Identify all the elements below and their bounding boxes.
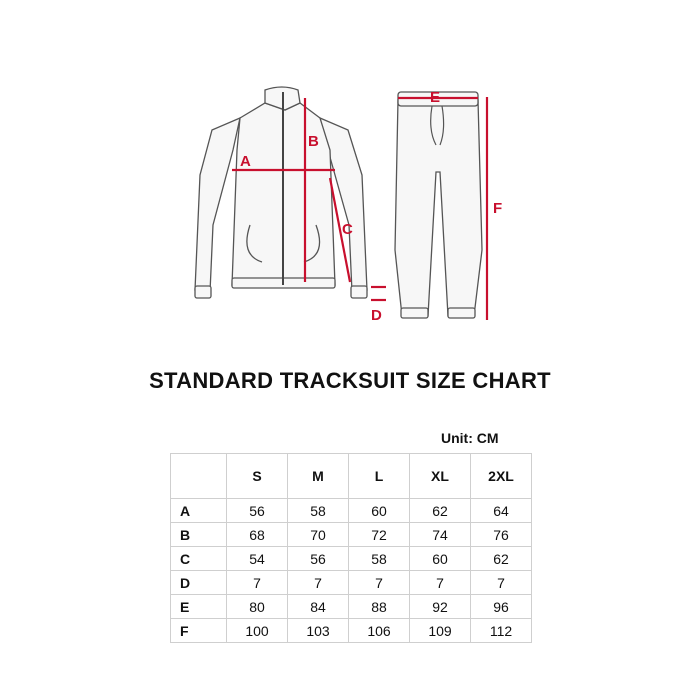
measure-label-e: E (430, 89, 441, 106)
table-row (171, 499, 532, 523)
row-label-d: D (171, 571, 227, 595)
table-cell: 76 (471, 523, 532, 547)
table-cell: 80 (227, 595, 288, 619)
table-cell: 7 (288, 571, 349, 595)
jacket-illustration (195, 87, 367, 298)
measure-label-d: D (371, 307, 382, 324)
column-header-s: S (227, 454, 288, 499)
table-header-row (171, 454, 532, 499)
table-cell: 103 (288, 619, 349, 643)
table-cell: 58 (288, 499, 349, 523)
row-label-f: F (171, 619, 227, 643)
table-cell: 74 (410, 523, 471, 547)
table-cell: 60 (349, 499, 410, 523)
table-row (171, 619, 532, 643)
row-label-a: A (171, 499, 227, 523)
pants-illustration (395, 92, 482, 318)
row-label-c: C (171, 547, 227, 571)
row-label-b: B (171, 523, 227, 547)
table-row (171, 523, 532, 547)
measure-label-b: B (308, 133, 319, 150)
table-corner-cell (171, 454, 227, 499)
table-cell: 92 (410, 595, 471, 619)
size-chart-title: STANDARD TRACKSUIT SIZE CHART (149, 368, 551, 393)
table-cell: 68 (227, 523, 288, 547)
column-header-l: L (349, 454, 410, 499)
table-cell: 7 (349, 571, 410, 595)
table-cell: 70 (288, 523, 349, 547)
column-header-xl: XL (410, 454, 471, 499)
column-header-2xl: 2XL (471, 454, 532, 499)
row-label-e: E (171, 595, 227, 619)
column-header-m: M (288, 454, 349, 499)
table-cell: 112 (471, 619, 532, 643)
table-cell: 56 (288, 547, 349, 571)
table-cell: 7 (410, 571, 471, 595)
table-cell: 54 (227, 547, 288, 571)
table-cell: 7 (471, 571, 532, 595)
table-cell: 88 (349, 595, 410, 619)
tracksuit-measurement-diagram (0, 0, 700, 340)
measure-label-a: A (240, 153, 251, 170)
table-cell: 64 (471, 499, 532, 523)
table-cell: 84 (288, 595, 349, 619)
table-row (171, 547, 532, 571)
unit-label: Unit: CM (441, 430, 499, 446)
table-row (171, 595, 532, 619)
table-cell: 62 (471, 547, 532, 571)
table-cell: 7 (227, 571, 288, 595)
measure-label-f: F (493, 200, 503, 217)
table-cell: 106 (349, 619, 410, 643)
table-cell: 100 (227, 619, 288, 643)
table-cell: 56 (227, 499, 288, 523)
table-cell: 96 (471, 595, 532, 619)
table-cell: 62 (410, 499, 471, 523)
table-cell: 72 (349, 523, 410, 547)
table-cell: 58 (349, 547, 410, 571)
measure-label-c: C (342, 221, 353, 238)
table-row (171, 571, 532, 595)
table-cell: 109 (410, 619, 471, 643)
table-cell: 60 (410, 547, 471, 571)
size-chart-table (170, 453, 532, 643)
